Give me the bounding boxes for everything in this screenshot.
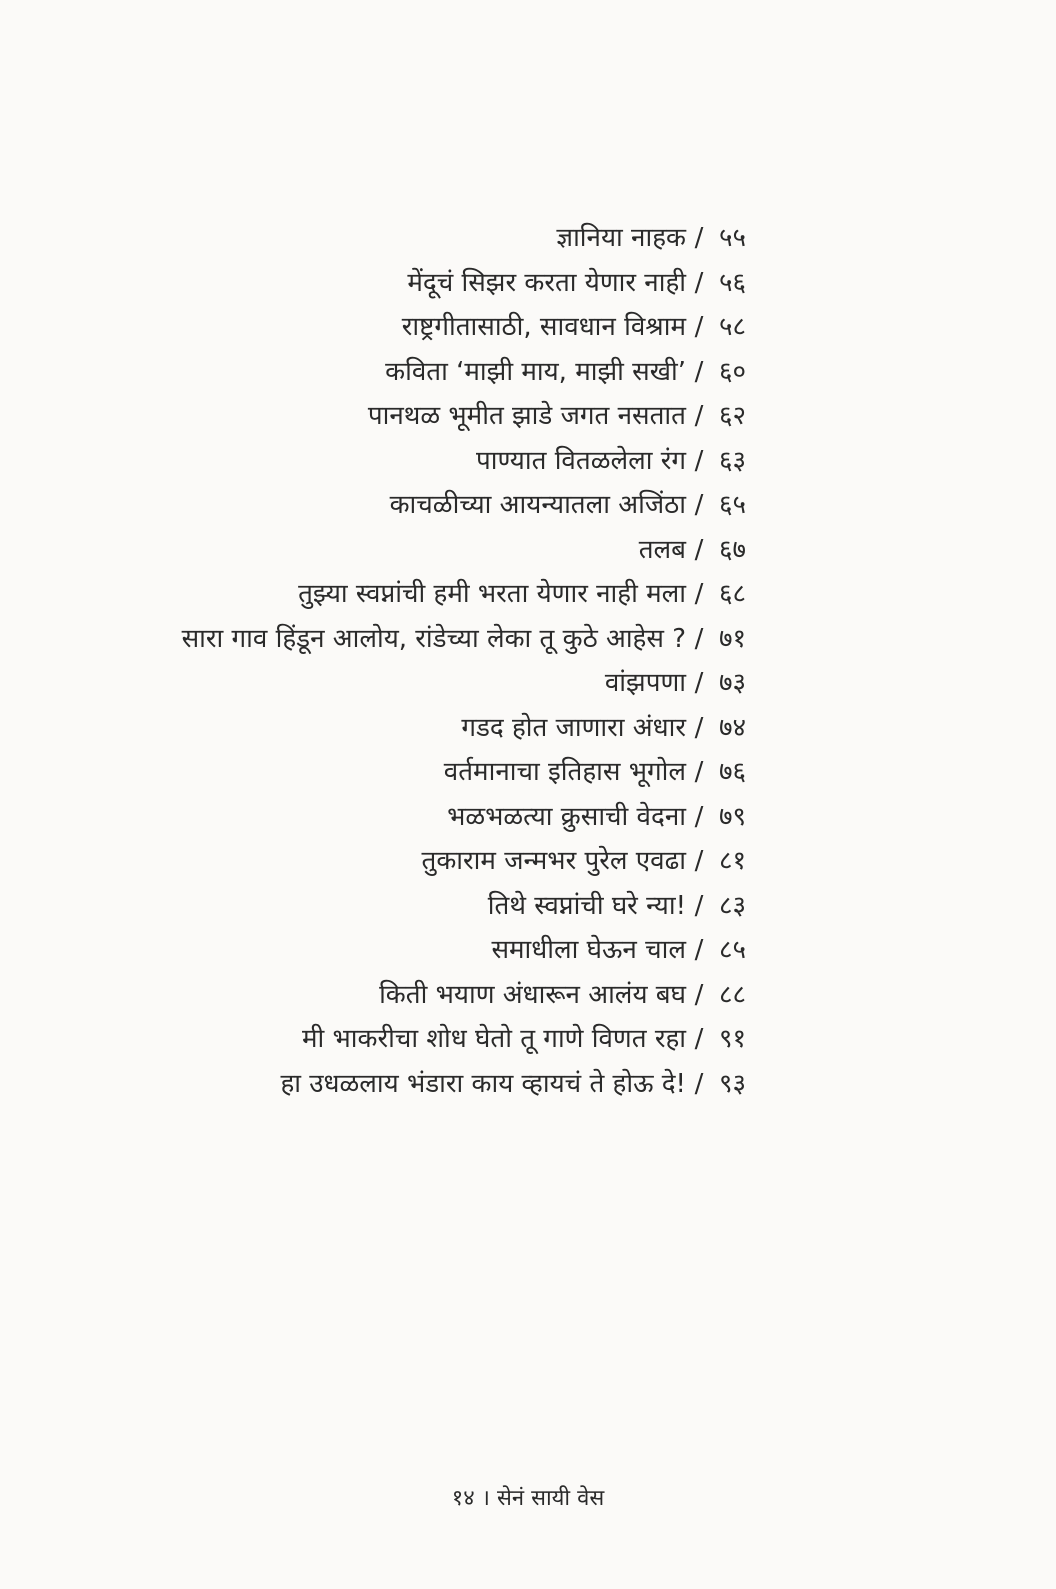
toc-entry-title: सारा गाव हिंडून आलोय, रांडेच्या लेका तू कुठे आहेस ? <box>181 623 686 654</box>
toc-entry-title: कविता ‘माझी माय, माझी सखी’ <box>385 356 686 387</box>
toc-entry-page: ५८ <box>719 312 747 342</box>
toc-entry-page: ७९ <box>719 801 747 832</box>
toc-entry-separator: / <box>694 356 704 387</box>
toc-entry-page: ७३ <box>719 668 747 698</box>
toc-entry-title: समाधीला घेऊन चाल <box>491 935 686 965</box>
toc-entry <box>0 750 1056 795</box>
toc-entry-title: तुझ्या स्वप्नांची हमी भरता येणार नाही मला <box>298 579 686 609</box>
toc-entry <box>0 483 1056 528</box>
toc-entry-title: हा उधळलाय भंडारा काय व्हायचं ते होऊ दे! <box>280 1068 686 1099</box>
toc-entry-separator: / <box>694 846 704 876</box>
toc-entry-separator: / <box>694 534 704 565</box>
toc-entry-title: मी भाकरीचा शोध घेतो तू गाणे विणत रहा <box>301 1024 686 1054</box>
table-of-contents <box>0 216 1056 1106</box>
page-footer: १४ । सेनं सायी वेस <box>451 1486 605 1511</box>
toc-entry <box>0 216 1056 261</box>
toc-entry-title: पाण्यात वितळलेला रंग <box>475 445 686 476</box>
toc-entry-page: ८८ <box>719 979 747 1010</box>
toc-entry-separator: / <box>694 312 704 342</box>
toc-entry-separator: / <box>694 668 704 698</box>
toc-entry <box>0 617 1056 662</box>
toc-entry-separator: / <box>694 979 704 1010</box>
toc-entry <box>0 973 1056 1018</box>
toc-entry-page: ९३ <box>719 1068 747 1099</box>
toc-entry-page: ६८ <box>719 579 747 609</box>
toc-entry <box>0 1062 1056 1107</box>
toc-entry <box>0 572 1056 617</box>
toc-entry-page: ६३ <box>719 445 747 476</box>
toc-entry-separator: / <box>694 623 704 654</box>
toc-entry-separator: / <box>694 757 704 787</box>
toc-entry-page: ८३ <box>719 890 747 921</box>
toc-entry-separator: / <box>694 401 704 431</box>
toc-entry-page: ९१ <box>719 1024 747 1054</box>
toc-entry-page: ७४ <box>719 712 747 743</box>
toc-entry-separator: / <box>694 801 704 832</box>
toc-entry-separator: / <box>694 579 704 609</box>
toc-entry-title: तलब <box>638 534 686 565</box>
toc-entry-title: वर्तमानाचा इतिहास भूगोल <box>443 757 686 787</box>
toc-entry-title: मेंदूचं सिझर करता येणार नाही <box>407 267 686 298</box>
toc-entry-separator: / <box>694 490 704 520</box>
toc-entry-page: ६५ <box>719 490 747 520</box>
toc-entry-title: तिथे स्वप्नांची घरे न्या! <box>487 890 686 921</box>
toc-entry-title: राष्ट्रगीतासाठी, सावधान विश्राम <box>401 312 686 342</box>
toc-entry-title: तुकाराम जन्मभर पुरेल एवढा <box>421 846 686 876</box>
toc-entry <box>0 305 1056 350</box>
toc-entry <box>0 528 1056 573</box>
toc-entry-title: ज्ञानिया नाहक <box>556 223 686 253</box>
toc-entry-separator: / <box>694 1024 704 1054</box>
toc-entry-separator: / <box>694 1068 704 1099</box>
toc-entry <box>0 350 1056 395</box>
toc-entry-separator: / <box>694 890 704 921</box>
toc-entry-page: ७१ <box>719 623 747 654</box>
toc-entry <box>0 261 1056 306</box>
toc-entry-page: ६० <box>719 356 747 387</box>
toc-entry-separator: / <box>694 712 704 743</box>
toc-entry-separator: / <box>694 935 704 965</box>
toc-entry-title: भळभळत्या क्रुसाची वेदना <box>447 801 686 832</box>
toc-entry-page: ८१ <box>719 846 747 876</box>
toc-entry <box>0 928 1056 973</box>
toc-entry <box>0 394 1056 439</box>
toc-entry-separator: / <box>694 267 704 298</box>
toc-entry-title: किती भयाण अंधारून आलंय बघ <box>379 979 686 1010</box>
toc-entry <box>0 1017 1056 1062</box>
toc-entry-page: ५५ <box>719 223 747 253</box>
toc-entry-page: ६७ <box>719 534 747 565</box>
toc-entry-page: ६२ <box>719 401 747 431</box>
toc-entry <box>0 884 1056 929</box>
toc-entry-title: काचळीच्या आयन्यातला अजिंठा <box>389 490 686 520</box>
toc-entry-page: ५६ <box>719 267 747 298</box>
toc-entry-separator: / <box>694 223 704 253</box>
toc-entry <box>0 439 1056 484</box>
toc-entry <box>0 661 1056 706</box>
toc-entry-page: ८५ <box>719 935 747 965</box>
toc-entry <box>0 839 1056 884</box>
toc-entry-title: पानथळ भूमीत झाडे जगत नसतात <box>367 401 686 431</box>
toc-entry-title: वांझपणा <box>604 668 686 698</box>
toc-entry <box>0 795 1056 840</box>
toc-entry <box>0 706 1056 751</box>
toc-entry-separator: / <box>694 445 704 476</box>
toc-entry-page: ७६ <box>719 757 747 787</box>
toc-entry-title: गडद होत जाणारा अंधार <box>461 712 686 743</box>
